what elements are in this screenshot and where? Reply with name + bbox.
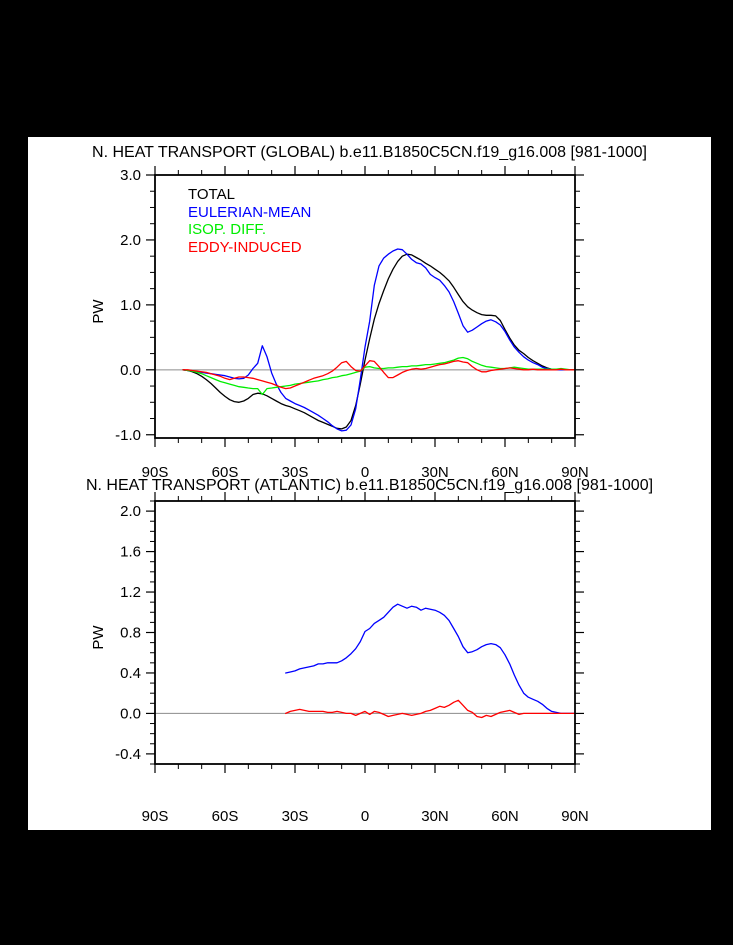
svg-text:90S: 90S <box>141 808 169 825</box>
svg-text:1.0: 1.0 <box>120 296 141 314</box>
svg-text:1.2: 1.2 <box>120 584 141 602</box>
svg-text:30S: 30S <box>281 808 309 825</box>
legend-item-eddy-induced: EDDY-INDUCED <box>188 238 302 256</box>
svg-text:60S: 60S <box>211 808 239 825</box>
svg-text:90S: 90S <box>141 464 169 481</box>
svg-text:PW: PW <box>90 625 107 650</box>
global-chart-title: N. HEAT TRANSPORT (GLOBAL) b.e11.B1850C5CN.f19_g16.008 [981-1000] <box>92 144 647 161</box>
svg-text:PW: PW <box>90 299 107 324</box>
svg-text:60N: 60N <box>491 464 519 481</box>
svg-text:0.4: 0.4 <box>120 664 141 682</box>
svg-text:30N: 30N <box>421 808 449 825</box>
svg-text:0.0: 0.0 <box>120 361 141 379</box>
legend-item-eulerian-mean: EULERIAN-MEAN <box>188 203 312 221</box>
svg-text:90N: 90N <box>561 464 589 481</box>
svg-text:60N: 60N <box>491 808 519 825</box>
svg-text:-1.0: -1.0 <box>115 426 141 444</box>
svg-text:30S: 30S <box>281 464 309 481</box>
svg-text:90N: 90N <box>561 808 589 825</box>
svg-text:0.8: 0.8 <box>120 624 141 642</box>
svg-text:2.0: 2.0 <box>120 231 141 249</box>
atlantic-chart-title: N. HEAT TRANSPORT (ATLANTIC) b.e11.B1850C5CN.f19_g16.008 [981-1000] <box>85 477 654 494</box>
svg-text:1.6: 1.6 <box>120 543 141 561</box>
svg-text:0: 0 <box>360 808 370 825</box>
svg-text:-0.4: -0.4 <box>115 745 141 763</box>
svg-text:0.0: 0.0 <box>120 705 141 723</box>
svg-text:60S: 60S <box>211 464 239 481</box>
svg-text:0: 0 <box>360 464 370 481</box>
legend-item-total: TOTAL <box>188 186 235 203</box>
svg-text:2.0: 2.0 <box>120 503 141 521</box>
svg-text:3.0: 3.0 <box>120 167 141 184</box>
svg-text:30N: 30N <box>421 464 449 481</box>
legend-item-isop-diff: ISOP. DIFF. <box>188 221 267 238</box>
